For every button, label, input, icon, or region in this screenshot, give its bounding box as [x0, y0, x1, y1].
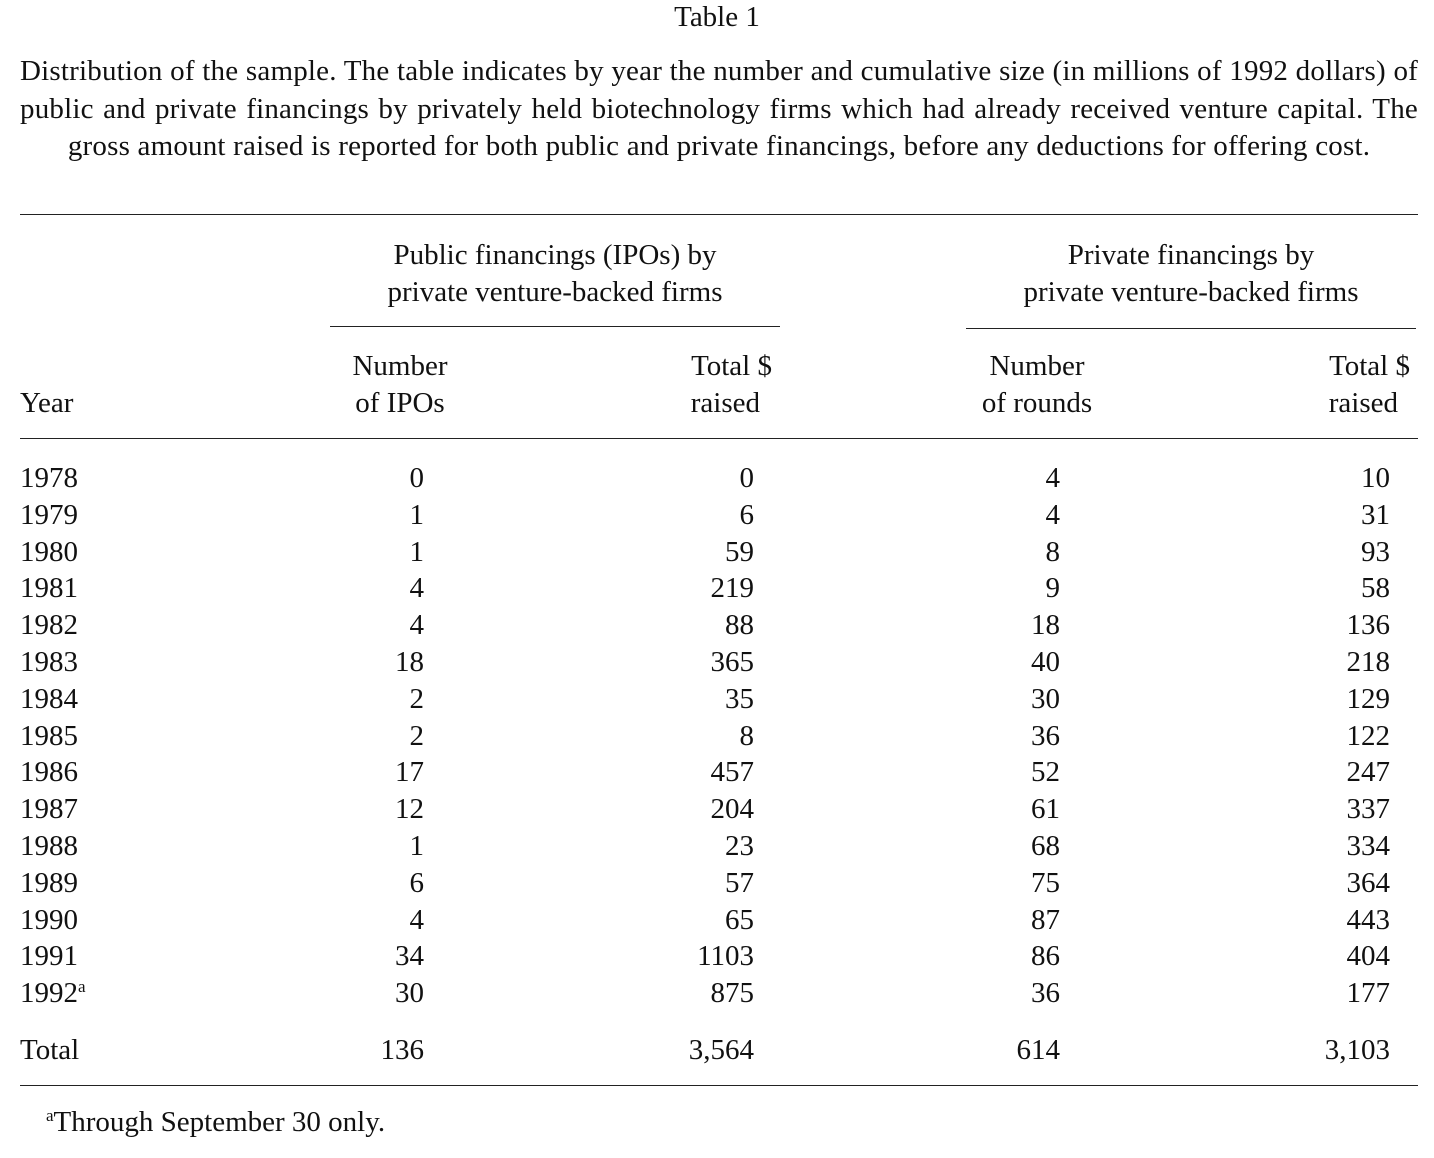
row-num-ipos: 4 [409, 609, 424, 642]
row-num-ipos: 1 [409, 498, 424, 531]
row-ipo-total: 6 [739, 498, 754, 531]
row-private-total: 337 [1346, 793, 1390, 826]
row-year [20, 828, 78, 864]
row-ipo-total: 365 [710, 646, 754, 678]
row-year-text: 1984 [20, 682, 78, 715]
row-num-ipos: 34 [395, 940, 424, 973]
row-num-rounds: 8 [1045, 535, 1060, 568]
row-num-rounds: 36 [1031, 977, 1060, 1010]
row-year [20, 681, 78, 717]
public-group-header-line2: private venture-backed firms [387, 276, 723, 308]
row-year-text: 1991 [20, 940, 78, 973]
row-num-ipos: 17 [395, 756, 424, 789]
row-private-total: 443 [1346, 903, 1390, 936]
ipo-total-header-line2: raised [690, 387, 760, 419]
row-num-rounds: 4 [1045, 498, 1060, 531]
row-private-total: 10 [1361, 462, 1390, 494]
row-num-ipos: 1 [409, 535, 424, 568]
row-year-text: 1980 [20, 535, 78, 568]
row-year [20, 902, 78, 938]
num-rounds-header-line2: of rounds [981, 387, 1093, 419]
private-group-header-line2: private venture-backed firms [1023, 276, 1359, 308]
total-rounds: 614 [1016, 1034, 1060, 1066]
private-total-header-line2: raised [1328, 387, 1398, 419]
row-num-rounds: 30 [1031, 682, 1060, 715]
row-num-ipos: 4 [409, 572, 424, 605]
row-private-total: 334 [1346, 830, 1390, 862]
row-num-ipos: 2 [409, 719, 424, 752]
row-year [20, 865, 78, 901]
row-num-rounds: 9 [1045, 572, 1060, 605]
row-year [20, 938, 78, 974]
row-year [20, 534, 78, 570]
row-num-rounds: 4 [1045, 462, 1060, 494]
num-ipos-header-line1: Number [352, 350, 448, 382]
row-year-text: 1988 [20, 830, 78, 862]
row-year-text: 1986 [20, 756, 78, 789]
row-year [20, 975, 86, 1015]
total-label: Total [20, 1034, 80, 1066]
private-group-header-line1: Private financings by [1067, 239, 1315, 271]
row-num-ipos: 18 [395, 646, 424, 678]
row-ipo-total: 23 [725, 830, 754, 862]
bottom-rule [20, 1085, 1418, 1086]
row-year [20, 497, 78, 533]
row-year-text: 1981 [20, 572, 78, 605]
row-num-rounds: 68 [1031, 830, 1060, 862]
row-private-total: 177 [1346, 977, 1390, 1010]
row-num-ipos: 30 [395, 977, 424, 1010]
row-year [20, 718, 78, 754]
row-year [20, 791, 78, 827]
row-ipo-total: 65 [725, 903, 754, 936]
row-num-ipos: 2 [409, 682, 424, 715]
row-footnote-mark: a [78, 977, 86, 997]
row-private-total: 404 [1346, 940, 1390, 973]
row-year [20, 607, 78, 643]
row-ipo-total: 88 [725, 609, 754, 642]
row-private-total: 247 [1346, 756, 1390, 789]
row-private-total: 136 [1346, 609, 1390, 642]
public-group-rule [330, 326, 780, 327]
row-private-total: 218 [1346, 646, 1390, 678]
total-ipo-amount: 3,564 [688, 1034, 754, 1066]
row-num-rounds: 87 [1031, 903, 1060, 936]
row-year-text: 1979 [20, 498, 78, 531]
row-private-total: 93 [1361, 535, 1390, 568]
header-rule [20, 438, 1418, 439]
row-private-total: 58 [1361, 572, 1390, 605]
row-num-rounds: 52 [1031, 756, 1060, 789]
row-num-ipos: 6 [409, 866, 424, 899]
row-private-total: 364 [1346, 866, 1390, 899]
row-num-rounds: 75 [1031, 866, 1060, 899]
row-ipo-total: 59 [725, 535, 754, 568]
table-footnote [46, 1104, 385, 1144]
row-year-text: 1978 [20, 462, 78, 494]
row-num-ipos: 12 [395, 793, 424, 826]
row-num-ipos: 0 [409, 462, 424, 494]
row-private-total: 31 [1361, 498, 1390, 531]
row-num-ipos: 4 [409, 903, 424, 936]
num-ipos-header-line2: of IPOs [355, 387, 445, 419]
row-private-total: 122 [1346, 719, 1390, 752]
row-ipo-total: 57 [725, 866, 754, 899]
year-column-header: Year [20, 387, 74, 419]
row-ipo-total: 8 [739, 719, 754, 752]
row-ipo-total: 0 [739, 462, 754, 494]
footnote-text: Through September 30 only. [53, 1106, 386, 1138]
ipo-total-header-line1: Total $ [691, 350, 772, 382]
row-num-rounds: 86 [1031, 940, 1060, 973]
row-ipo-total: 1103 [697, 940, 754, 973]
row-ipo-total: 204 [710, 793, 754, 826]
private-total-header-line1: Total $ [1329, 350, 1410, 382]
row-num-rounds: 36 [1031, 719, 1060, 752]
total-private-amount: 3,103 [1324, 1034, 1390, 1066]
row-year-text: 1985 [20, 719, 78, 752]
num-rounds-header-line1: Number [989, 350, 1085, 382]
row-num-rounds: 40 [1031, 646, 1060, 678]
row-year [20, 754, 78, 790]
row-year-text: 1987 [20, 793, 78, 826]
public-group-header-line1: Public financings (IPOs) by [393, 239, 717, 271]
row-ipo-total: 457 [710, 756, 754, 789]
row-ipo-total: 35 [725, 682, 754, 715]
top-rule [20, 214, 1418, 215]
row-num-rounds: 18 [1031, 609, 1060, 642]
row-private-total: 129 [1346, 682, 1390, 715]
row-year [20, 460, 78, 496]
row-year-text: 1992 [20, 977, 78, 1010]
footnote-mark: a [46, 1106, 54, 1125]
total-ipos: 136 [380, 1034, 424, 1066]
row-year [20, 644, 78, 680]
private-group-rule [966, 328, 1416, 329]
row-ipo-total: 875 [710, 977, 754, 1010]
row-year-text: 1990 [20, 903, 78, 936]
table-caption: Distribution of the sample. The table indicates by year the number and cumulative size (in millions of 1992 dollars) of public and private financings by privately held biotechnology firms which had already received venture capital. The gross amount raised is reported for both public and private financings, before any deductions for offering cost. [20, 55, 1418, 162]
row-year-text: 1989 [20, 866, 78, 899]
row-year-text: 1983 [20, 646, 78, 678]
table-label: Table 1 [674, 1, 760, 33]
row-year [20, 570, 78, 606]
row-year-text: 1982 [20, 609, 78, 642]
row-num-rounds: 61 [1031, 793, 1060, 826]
row-num-ipos: 1 [409, 830, 424, 862]
row-ipo-total: 219 [710, 572, 754, 605]
